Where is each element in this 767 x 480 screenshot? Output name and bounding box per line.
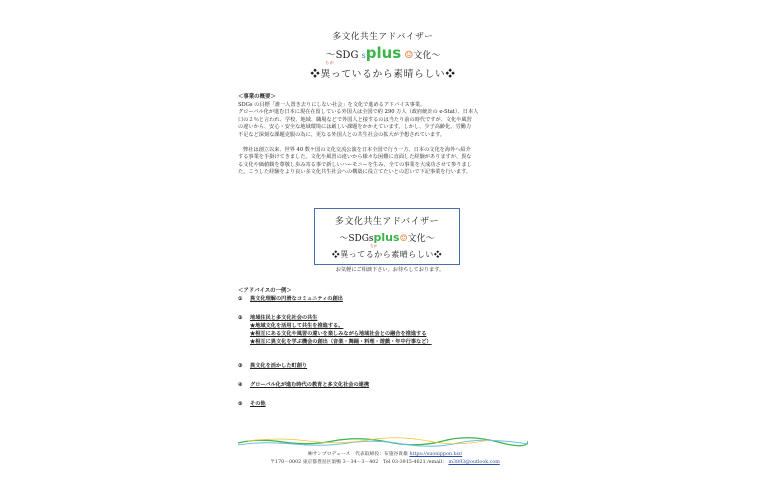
advice-sub-item [250,322,540,329]
overview-line: た。こうした経験をより良い多文化共生社会への構築に役立てたいとの思いで下記事業を行います。 [238,169,472,176]
footer-address-text: 〒170－0002 東京都豊島区巣鴨 3－34－3－402 Tel 03-3915-4621 /email： [270,460,447,465]
advice-item [238,362,528,369]
overview-line: 不足など深刻な課題克服の為に、更なる外国人との共生社会の拡大が予想されています。 [238,131,446,138]
footer-website-link[interactable]: https://suonippon.biz/ [409,452,463,457]
overview-line: る文化や価値観を尊敬し歩み寄る事で新しいハーモニーを生み、全ての事業を大成功させて参りまし [238,161,472,168]
logo-box [314,208,460,265]
footer-company-text: ㈱サンプロデュース 代表取締役：布施谷貴雄 [307,452,408,457]
advice-item-label: 異文化理解の円滑なコミュニティの創出 [250,296,343,302]
overview-line: する事業を手掛けてきました。文化や風習の違いから様々な困難に直面した経験がありますが、異な [238,154,472,161]
decorative-wave [238,436,528,448]
overview-line: グローバル化が進む日本に現在在留している外国人は全国で約 290 万人（政府統計の e-Stat）、日本人 [238,109,479,116]
advice-sub-item-label: ★相互に異文化を学ぶ機会の創出（音楽・舞踊・料理・遊戯・年中行事など） [250,339,432,345]
smile-icon: ☺ [399,234,408,244]
advice-item-label: 異文化を活かした町創り [250,363,308,369]
document-subtitle [233,44,533,62]
advice-section [238,286,528,294]
logo-box-prefix: ～SDGs [339,234,374,244]
tagline-ruby: ちが [325,60,335,65]
advice-sub-item-label: ★相互にある文化や風習の違いを楽しみながら地域社会との融合を推進する [250,331,427,337]
consult-text: お気軽にご相談下さい。お待ちしております。 [335,267,445,273]
tagline-text: ❖異っているから素晴らしい❖ [310,69,456,80]
advice-item-label: その他 [250,401,266,407]
overview-heading: ＜事業の概要＞ [238,94,276,100]
advice-item-number: ① [238,296,243,302]
overview-line: 口の２％と言われ、学校、地域、職場などで外国人と接するのは当たり前の時代ですが、文化や風習 [238,116,472,123]
advice-sub-item [250,338,540,345]
advice-item [238,314,528,321]
overview-line: SDGs の目標「誰一人置き去りにしない社会」を文化で進めるアドバイス事業。 [238,101,426,108]
overview-section [238,94,528,177]
overview-line: の違いから、安心・安全な地域環境には厳しい課題をかかえています。しかし、少子高齢化、労働力 [238,124,472,131]
advice-heading: ＜アドバイスの一例＞ [238,288,292,294]
footer-address [220,459,550,467]
advice-item [238,400,528,407]
subtitle-plus-logo: plus [365,44,402,62]
advice-sub-item-label: ★地域文化を活用して共生を推進する。 [250,323,344,329]
subtitle-bunka: 文化～ [413,51,441,61]
logo-box-title: 多文化共生アドバイザー [334,217,440,227]
advice-item-label: 地域住民と多文化社会の共生 [250,315,318,321]
overview-line: 弊社は創立以来、世界 40 数ケ国の文化交流公演を日本全国で行う一方、日本の文化を海外へ紹介 [243,146,471,153]
subtitle-prefix: ～SDG [325,50,359,61]
footer-email-link[interactable]: m3893@outlook.com [448,460,500,465]
advice-item-number: ③ [238,363,243,369]
document-tagline [233,60,533,80]
logo-box-ruby: ちが [370,244,378,248]
advice-item [238,381,528,388]
logo-box-tagline: ❖異ってるから素晴らしい❖ [331,250,443,259]
advice-item-label: グローバル化が進む時代の教育と多文化社会の連携 [250,382,370,388]
footer-company [220,451,550,459]
advice-sub-item [250,330,540,337]
subtitle-s: s [361,51,366,60]
advice-item-number: ⑤ [238,401,243,407]
advice-item [238,295,528,302]
advice-item-number: ② [238,315,243,321]
logo-box-subtitle [315,231,459,244]
smile-icon: ☺ [404,50,414,61]
logo-box-suffix: 文化～ [407,234,435,244]
advice-item-number: ④ [238,382,243,388]
document-title: 多文化共生アドバイザー [332,32,434,42]
logo-box-plus: plus [373,231,400,244]
